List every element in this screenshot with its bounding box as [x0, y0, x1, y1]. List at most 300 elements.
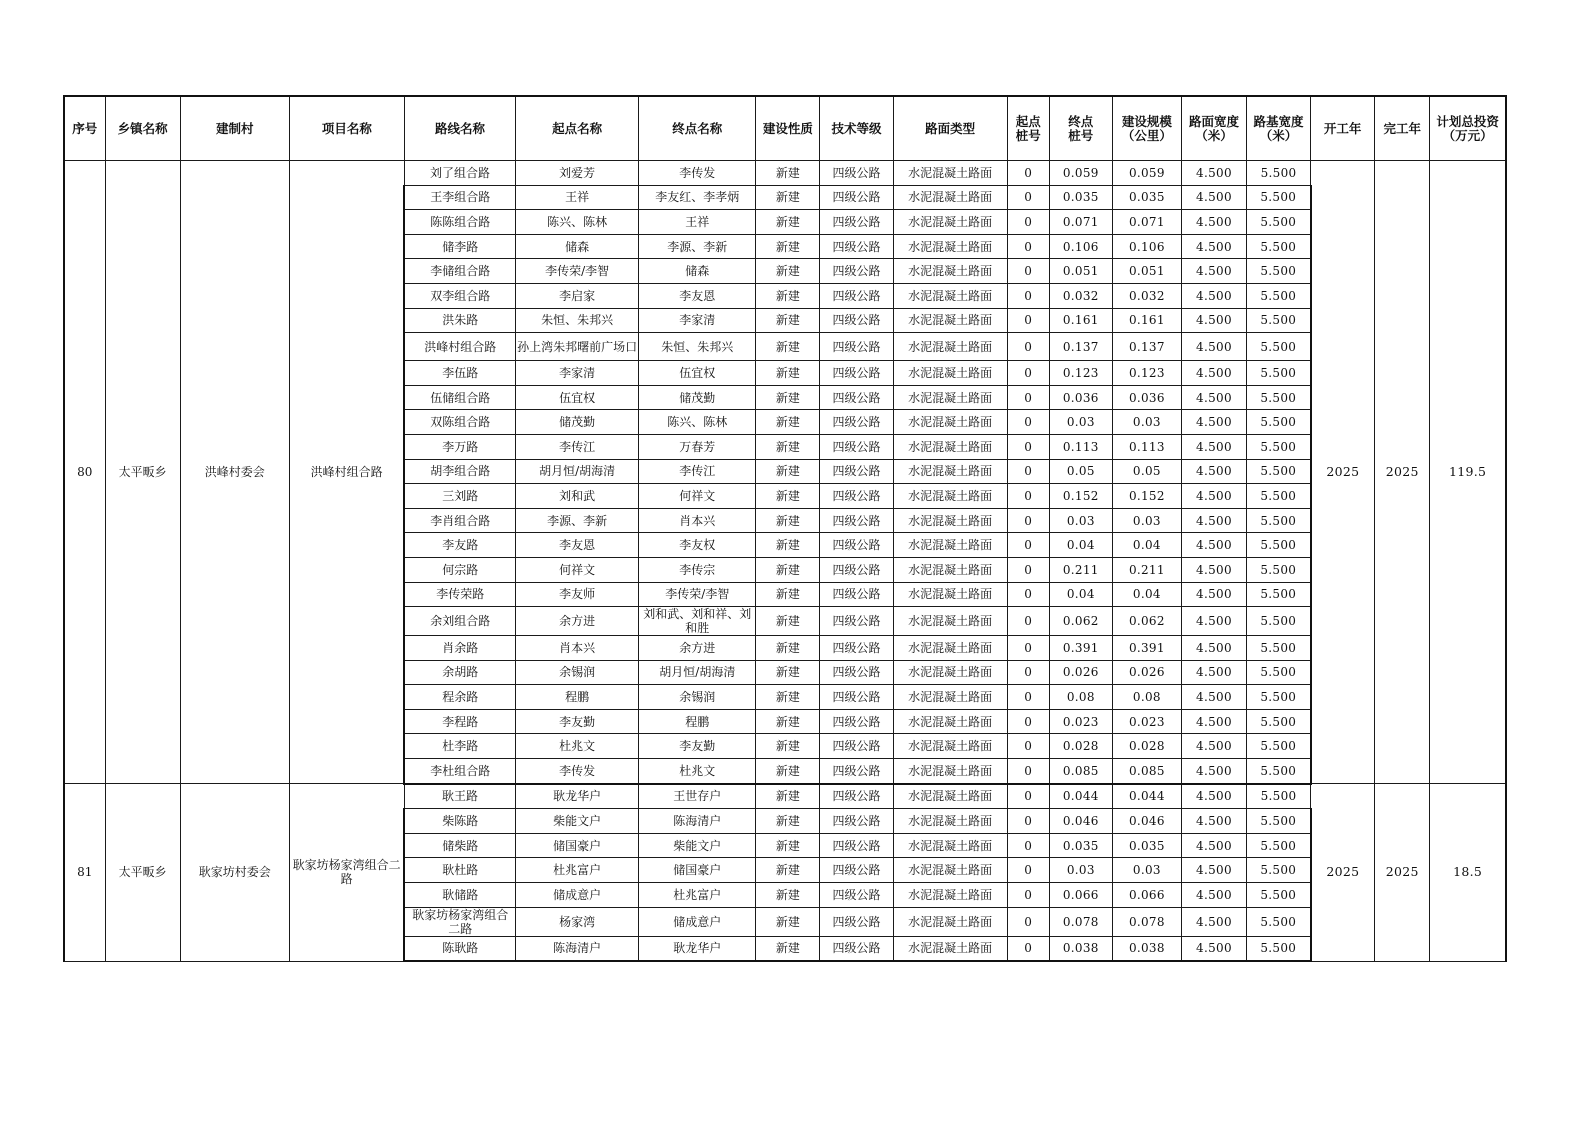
route-name-cell: 李友路: [404, 533, 515, 558]
pavement-width-cell: 4.500: [1181, 883, 1246, 908]
end-stake-cell: 0.051: [1049, 259, 1112, 284]
start-name-cell: 孙上湾朱邦曙前广场口: [516, 333, 639, 361]
end-name-cell: 李源、李新: [639, 234, 756, 259]
subgrade-width-cell: 5.500: [1247, 582, 1311, 607]
end-stake-cell: 0.08: [1049, 685, 1112, 710]
scale-km-cell: 0.04: [1112, 533, 1181, 558]
start-year-cell: 2025: [1311, 161, 1375, 784]
nature-cell: 新建: [756, 607, 820, 636]
start-stake-cell: 0: [1007, 459, 1049, 484]
start-stake-cell: 0: [1007, 333, 1049, 361]
end-stake-cell: 0.04: [1049, 533, 1112, 558]
subgrade-width-cell: 5.500: [1247, 607, 1311, 636]
end-stake-cell: 0.03: [1049, 858, 1112, 883]
surface-cell: 水泥混凝土路面: [893, 259, 1007, 284]
end-stake-cell: 0.026: [1049, 660, 1112, 685]
start-stake-cell: 0: [1007, 210, 1049, 235]
end-name-cell: 朱恒、朱邦兴: [639, 333, 756, 361]
end-stake-cell: 0.211: [1049, 557, 1112, 582]
pavement-width-cell: 4.500: [1181, 833, 1246, 858]
start-name-cell: 李家清: [516, 361, 639, 386]
grade-cell: 四级公路: [820, 557, 893, 582]
surface-cell: 水泥混凝土路面: [893, 607, 1007, 636]
surface-cell: 水泥混凝土路面: [893, 385, 1007, 410]
end-name-cell: 李友勤: [639, 734, 756, 759]
start-stake-cell: 0: [1007, 833, 1049, 858]
nature-cell: 新建: [756, 161, 820, 186]
scale-km-cell: 0.391: [1112, 636, 1181, 661]
end-name-cell: 肖本兴: [639, 508, 756, 533]
pavement-width-cell: 4.500: [1181, 259, 1246, 284]
start-name-cell: 储国豪户: [516, 833, 639, 858]
subgrade-width-cell: 5.500: [1247, 883, 1311, 908]
start-stake-cell: 0: [1007, 809, 1049, 834]
route-name-cell: 储柴路: [404, 833, 515, 858]
nature-cell: 新建: [756, 333, 820, 361]
route-name-cell: 刘了组合路: [404, 161, 515, 186]
start-stake-cell: 0: [1007, 784, 1049, 809]
surface-cell: 水泥混凝土路面: [893, 234, 1007, 259]
col-start-name-header: 起点名称: [516, 96, 639, 161]
surface-cell: 水泥混凝土路面: [893, 759, 1007, 784]
grade-cell: 四级公路: [820, 459, 893, 484]
subgrade-width-cell: 5.500: [1247, 936, 1311, 961]
scale-km-cell: 0.046: [1112, 809, 1181, 834]
end-year-cell: 2025: [1375, 784, 1430, 962]
nature-cell: 新建: [756, 459, 820, 484]
col-project-header: 项目名称: [289, 96, 404, 161]
scale-km-cell: 0.08: [1112, 685, 1181, 710]
end-stake-cell: 0.04: [1049, 582, 1112, 607]
end-name-cell: 耿龙华户: [639, 936, 756, 961]
subgrade-width-cell: 5.500: [1247, 161, 1311, 186]
grade-cell: 四级公路: [820, 308, 893, 333]
route-name-cell: 李储组合路: [404, 259, 515, 284]
start-name-cell: 柴能文户: [516, 809, 639, 834]
subgrade-width-cell: 5.500: [1247, 259, 1311, 284]
route-name-cell: 耿家坊杨家湾组合二路: [404, 907, 515, 936]
scale-km-cell: 0.03: [1112, 858, 1181, 883]
route-name-cell: 何宗路: [404, 557, 515, 582]
grade-cell: 四级公路: [820, 533, 893, 558]
start-stake-cell: 0: [1007, 161, 1049, 186]
start-name-cell: 杜兆富户: [516, 858, 639, 883]
subgrade-width-cell: 5.500: [1247, 685, 1311, 710]
route-name-cell: 李杜组合路: [404, 759, 515, 784]
nature-cell: 新建: [756, 907, 820, 936]
route-name-cell: 陈陈组合路: [404, 210, 515, 235]
grade-cell: 四级公路: [820, 434, 893, 459]
subgrade-width-cell: 5.500: [1247, 809, 1311, 834]
start-name-cell: 李传荣/李智: [516, 259, 639, 284]
pavement-width-cell: 4.500: [1181, 508, 1246, 533]
nature-cell: 新建: [756, 883, 820, 908]
grade-cell: 四级公路: [820, 210, 893, 235]
surface-cell: 水泥混凝土路面: [893, 185, 1007, 210]
start-stake-cell: 0: [1007, 308, 1049, 333]
grade-cell: 四级公路: [820, 734, 893, 759]
end-stake-cell: 0.023: [1049, 709, 1112, 734]
start-name-cell: 储成意户: [516, 883, 639, 908]
col-end-year-header: 完工年: [1375, 96, 1430, 161]
end-stake-cell: 0.078: [1049, 907, 1112, 936]
nature-cell: 新建: [756, 533, 820, 558]
end-name-cell: 陈兴、陈林: [639, 410, 756, 435]
pavement-width-cell: 4.500: [1181, 858, 1246, 883]
end-stake-cell: 0.035: [1049, 185, 1112, 210]
scale-km-cell: 0.026: [1112, 660, 1181, 685]
end-name-cell: 李友恩: [639, 283, 756, 308]
grade-cell: 四级公路: [820, 259, 893, 284]
pavement-width-cell: 4.500: [1181, 484, 1246, 509]
subgrade-width-cell: 5.500: [1247, 434, 1311, 459]
route-name-cell: 三刘路: [404, 484, 515, 509]
surface-cell: 水泥混凝土路面: [893, 361, 1007, 386]
route-name-cell: 李传荣路: [404, 582, 515, 607]
start-stake-cell: 0: [1007, 883, 1049, 908]
start-name-cell: 胡月恒/胡海清: [516, 459, 639, 484]
start-name-cell: 程鹏: [516, 685, 639, 710]
pavement-width-cell: 4.500: [1181, 410, 1246, 435]
grade-cell: 四级公路: [820, 185, 893, 210]
subgrade-width-cell: 5.500: [1247, 459, 1311, 484]
start-stake-cell: 0: [1007, 936, 1049, 961]
pavement-width-cell: 4.500: [1181, 685, 1246, 710]
end-stake-cell: 0.137: [1049, 333, 1112, 361]
nature-cell: 新建: [756, 259, 820, 284]
end-stake-cell: 0.071: [1049, 210, 1112, 235]
end-name-cell: 何祥文: [639, 484, 756, 509]
grade-cell: 四级公路: [820, 809, 893, 834]
surface-cell: 水泥混凝土路面: [893, 936, 1007, 961]
end-name-cell: 储成意户: [639, 907, 756, 936]
scale-km-cell: 0.028: [1112, 734, 1181, 759]
subgrade-width-cell: 5.500: [1247, 833, 1311, 858]
table-body: [64, 161, 1506, 962]
grade-cell: 四级公路: [820, 607, 893, 636]
subgrade-width-cell: 5.500: [1247, 385, 1311, 410]
grade-cell: 四级公路: [820, 759, 893, 784]
scale-km-cell: 0.066: [1112, 883, 1181, 908]
start-name-cell: 李友恩: [516, 533, 639, 558]
start-name-cell: 朱恒、朱邦兴: [516, 308, 639, 333]
scale-km-cell: 0.113: [1112, 434, 1181, 459]
village-cell: 洪峰村委会: [180, 161, 289, 784]
table-row: [64, 161, 1506, 186]
col-village-header: 建制村: [180, 96, 289, 161]
town-cell: 太平畈乡: [105, 784, 180, 962]
start-stake-cell: 0: [1007, 533, 1049, 558]
nature-cell: 新建: [756, 734, 820, 759]
col-grade-header: 技术等级: [820, 96, 893, 161]
start-name-cell: 李友勤: [516, 709, 639, 734]
pavement-width-cell: 4.500: [1181, 907, 1246, 936]
end-name-cell: 储森: [639, 259, 756, 284]
start-stake-cell: 0: [1007, 636, 1049, 661]
start-name-cell: 陈兴、陈林: [516, 210, 639, 235]
grade-cell: 四级公路: [820, 907, 893, 936]
nature-cell: 新建: [756, 308, 820, 333]
nature-cell: 新建: [756, 508, 820, 533]
pavement-width-cell: 4.500: [1181, 784, 1246, 809]
route-name-cell: 伍储组合路: [404, 385, 515, 410]
subgrade-width-cell: 5.500: [1247, 410, 1311, 435]
pavement-width-cell: 4.500: [1181, 759, 1246, 784]
route-name-cell: 胡李组合路: [404, 459, 515, 484]
start-name-cell: 李源、李新: [516, 508, 639, 533]
col-end-name-header: 终点名称: [639, 96, 756, 161]
route-name-cell: 耿储路: [404, 883, 515, 908]
end-stake-cell: 0.066: [1049, 883, 1112, 908]
surface-cell: 水泥混凝土路面: [893, 557, 1007, 582]
surface-cell: 水泥混凝土路面: [893, 434, 1007, 459]
pavement-width-cell: 4.500: [1181, 533, 1246, 558]
scale-km-cell: 0.137: [1112, 333, 1181, 361]
nature-cell: 新建: [756, 936, 820, 961]
start-stake-cell: 0: [1007, 410, 1049, 435]
end-name-cell: 陈海清户: [639, 809, 756, 834]
start-stake-cell: 0: [1007, 508, 1049, 533]
start-stake-cell: 0: [1007, 907, 1049, 936]
start-stake-cell: 0: [1007, 259, 1049, 284]
end-year-cell: 2025: [1375, 161, 1430, 784]
surface-cell: 水泥混凝土路面: [893, 508, 1007, 533]
scale-km-cell: 0.05: [1112, 459, 1181, 484]
scale-km-cell: 0.044: [1112, 784, 1181, 809]
col-start-stake-header: 起点 桩号: [1007, 96, 1049, 161]
end-stake-cell: 0.113: [1049, 434, 1112, 459]
end-stake-cell: 0.391: [1049, 636, 1112, 661]
investment-cell: 119.5: [1430, 161, 1506, 784]
col-route-header: 路线名称: [404, 96, 515, 161]
end-stake-cell: 0.028: [1049, 734, 1112, 759]
end-name-cell: 柴能文户: [639, 833, 756, 858]
subgrade-width-cell: 5.500: [1247, 283, 1311, 308]
col-start-year-header: 开工年: [1311, 96, 1375, 161]
grade-cell: 四级公路: [820, 410, 893, 435]
start-stake-cell: 0: [1007, 484, 1049, 509]
start-stake-cell: 0: [1007, 361, 1049, 386]
start-stake-cell: 0: [1007, 582, 1049, 607]
surface-cell: 水泥混凝土路面: [893, 907, 1007, 936]
subgrade-width-cell: 5.500: [1247, 709, 1311, 734]
start-stake-cell: 0: [1007, 557, 1049, 582]
grade-cell: 四级公路: [820, 161, 893, 186]
end-name-cell: 王祥: [639, 210, 756, 235]
scale-km-cell: 0.059: [1112, 161, 1181, 186]
nature-cell: 新建: [756, 434, 820, 459]
scale-km-cell: 0.032: [1112, 283, 1181, 308]
pavement-width-cell: 4.500: [1181, 734, 1246, 759]
scale-km-cell: 0.035: [1112, 833, 1181, 858]
end-name-cell: 储国豪户: [639, 858, 756, 883]
surface-cell: 水泥混凝土路面: [893, 484, 1007, 509]
grade-cell: 四级公路: [820, 858, 893, 883]
subgrade-width-cell: 5.500: [1247, 508, 1311, 533]
subgrade-width-cell: 5.500: [1247, 234, 1311, 259]
scale-km-cell: 0.036: [1112, 385, 1181, 410]
road-project-table: [63, 95, 1507, 962]
start-name-cell: 李启家: [516, 283, 639, 308]
scale-km-cell: 0.04: [1112, 582, 1181, 607]
nature-cell: 新建: [756, 582, 820, 607]
end-stake-cell: 0.062: [1049, 607, 1112, 636]
surface-cell: 水泥混凝土路面: [893, 283, 1007, 308]
end-stake-cell: 0.036: [1049, 385, 1112, 410]
surface-cell: 水泥混凝土路面: [893, 333, 1007, 361]
nature-cell: 新建: [756, 809, 820, 834]
col-scale-header: 建设规模 （公里）: [1112, 96, 1181, 161]
end-stake-cell: 0.044: [1049, 784, 1112, 809]
scale-km-cell: 0.038: [1112, 936, 1181, 961]
subgrade-width-cell: 5.500: [1247, 636, 1311, 661]
start-stake-cell: 0: [1007, 434, 1049, 459]
end-name-cell: 伍宜权: [639, 361, 756, 386]
pavement-width-cell: 4.500: [1181, 459, 1246, 484]
start-name-cell: 伍宜权: [516, 385, 639, 410]
end-name-cell: 王世存户: [639, 784, 756, 809]
nature-cell: 新建: [756, 185, 820, 210]
grade-cell: 四级公路: [820, 283, 893, 308]
seq-cell: 80: [64, 161, 105, 784]
header-row: [64, 96, 1506, 161]
start-name-cell: 陈海清户: [516, 936, 639, 961]
surface-cell: 水泥混凝土路面: [893, 734, 1007, 759]
end-name-cell: 储茂勤: [639, 385, 756, 410]
pavement-width-cell: 4.500: [1181, 582, 1246, 607]
grade-cell: 四级公路: [820, 685, 893, 710]
table-row: [64, 784, 1506, 809]
end-stake-cell: 0.161: [1049, 308, 1112, 333]
pavement-width-cell: 4.500: [1181, 936, 1246, 961]
pavement-width-cell: 4.500: [1181, 809, 1246, 834]
end-stake-cell: 0.032: [1049, 283, 1112, 308]
subgrade-width-cell: 5.500: [1247, 361, 1311, 386]
start-name-cell: 杨家湾: [516, 907, 639, 936]
start-stake-cell: 0: [1007, 734, 1049, 759]
surface-cell: 水泥混凝土路面: [893, 833, 1007, 858]
route-name-cell: 洪峰村组合路: [404, 333, 515, 361]
route-name-cell: 李伍路: [404, 361, 515, 386]
end-stake-cell: 0.03: [1049, 410, 1112, 435]
surface-cell: 水泥混凝土路面: [893, 161, 1007, 186]
start-name-cell: 储森: [516, 234, 639, 259]
scale-km-cell: 0.123: [1112, 361, 1181, 386]
nature-cell: 新建: [756, 234, 820, 259]
pavement-width-cell: 4.500: [1181, 283, 1246, 308]
scale-km-cell: 0.161: [1112, 308, 1181, 333]
start-stake-cell: 0: [1007, 234, 1049, 259]
subgrade-width-cell: 5.500: [1247, 907, 1311, 936]
route-name-cell: 陈耿路: [404, 936, 515, 961]
scale-km-cell: 0.051: [1112, 259, 1181, 284]
start-stake-cell: 0: [1007, 283, 1049, 308]
col-surface-header: 路面类型: [893, 96, 1007, 161]
end-name-cell: 李家清: [639, 308, 756, 333]
grade-cell: 四级公路: [820, 936, 893, 961]
end-stake-cell: 0.059: [1049, 161, 1112, 186]
col-town-header: 乡镇名称: [105, 96, 180, 161]
start-stake-cell: 0: [1007, 660, 1049, 685]
end-name-cell: 李传荣/李智: [639, 582, 756, 607]
pavement-width-cell: 4.500: [1181, 709, 1246, 734]
grade-cell: 四级公路: [820, 784, 893, 809]
grade-cell: 四级公路: [820, 385, 893, 410]
start-stake-cell: 0: [1007, 685, 1049, 710]
nature-cell: 新建: [756, 484, 820, 509]
col-subgrade-width-header: 路基宽度 （米）: [1247, 96, 1311, 161]
end-name-cell: 杜兆富户: [639, 883, 756, 908]
route-name-cell: 余刘组合路: [404, 607, 515, 636]
scale-km-cell: 0.062: [1112, 607, 1181, 636]
start-stake-cell: 0: [1007, 185, 1049, 210]
nature-cell: 新建: [756, 361, 820, 386]
grade-cell: 四级公路: [820, 883, 893, 908]
start-name-cell: 李友师: [516, 582, 639, 607]
scale-km-cell: 0.078: [1112, 907, 1181, 936]
route-name-cell: 程余路: [404, 685, 515, 710]
start-name-cell: 刘爱芳: [516, 161, 639, 186]
start-name-cell: 李传发: [516, 759, 639, 784]
surface-cell: 水泥混凝土路面: [893, 533, 1007, 558]
surface-cell: 水泥混凝土路面: [893, 858, 1007, 883]
route-name-cell: 双陈组合路: [404, 410, 515, 435]
route-name-cell: 李万路: [404, 434, 515, 459]
grade-cell: 四级公路: [820, 508, 893, 533]
col-pavement-width-header: 路面宽度 （米）: [1181, 96, 1246, 161]
pavement-width-cell: 4.500: [1181, 361, 1246, 386]
surface-cell: 水泥混凝土路面: [893, 636, 1007, 661]
surface-cell: 水泥混凝土路面: [893, 410, 1007, 435]
end-name-cell: 李传发: [639, 161, 756, 186]
nature-cell: 新建: [756, 709, 820, 734]
start-name-cell: 王祥: [516, 185, 639, 210]
end-stake-cell: 0.046: [1049, 809, 1112, 834]
end-stake-cell: 0.05: [1049, 459, 1112, 484]
surface-cell: 水泥混凝土路面: [893, 809, 1007, 834]
pavement-width-cell: 4.500: [1181, 660, 1246, 685]
grade-cell: 四级公路: [820, 484, 893, 509]
surface-cell: 水泥混凝土路面: [893, 210, 1007, 235]
scale-km-cell: 0.03: [1112, 410, 1181, 435]
nature-cell: 新建: [756, 557, 820, 582]
start-name-cell: 杜兆文: [516, 734, 639, 759]
scale-km-cell: 0.106: [1112, 234, 1181, 259]
pavement-width-cell: 4.500: [1181, 557, 1246, 582]
end-name-cell: 胡月恒/胡海清: [639, 660, 756, 685]
end-name-cell: 杜兆文: [639, 759, 756, 784]
surface-cell: 水泥混凝土路面: [893, 582, 1007, 607]
start-stake-cell: 0: [1007, 607, 1049, 636]
end-stake-cell: 0.106: [1049, 234, 1112, 259]
start-name-cell: 刘和武: [516, 484, 639, 509]
end-name-cell: 程鹏: [639, 709, 756, 734]
start-name-cell: 余锡润: [516, 660, 639, 685]
start-stake-cell: 0: [1007, 385, 1049, 410]
start-name-cell: 余方进: [516, 607, 639, 636]
route-name-cell: 肖余路: [404, 636, 515, 661]
scale-km-cell: 0.211: [1112, 557, 1181, 582]
pavement-width-cell: 4.500: [1181, 385, 1246, 410]
end-stake-cell: 0.152: [1049, 484, 1112, 509]
subgrade-width-cell: 5.500: [1247, 533, 1311, 558]
pavement-width-cell: 4.500: [1181, 161, 1246, 186]
end-name-cell: 余锡润: [639, 685, 756, 710]
start-year-cell: 2025: [1311, 784, 1375, 962]
nature-cell: 新建: [756, 210, 820, 235]
nature-cell: 新建: [756, 833, 820, 858]
project-cell: 耿家坊杨家湾组合二路: [289, 784, 404, 962]
